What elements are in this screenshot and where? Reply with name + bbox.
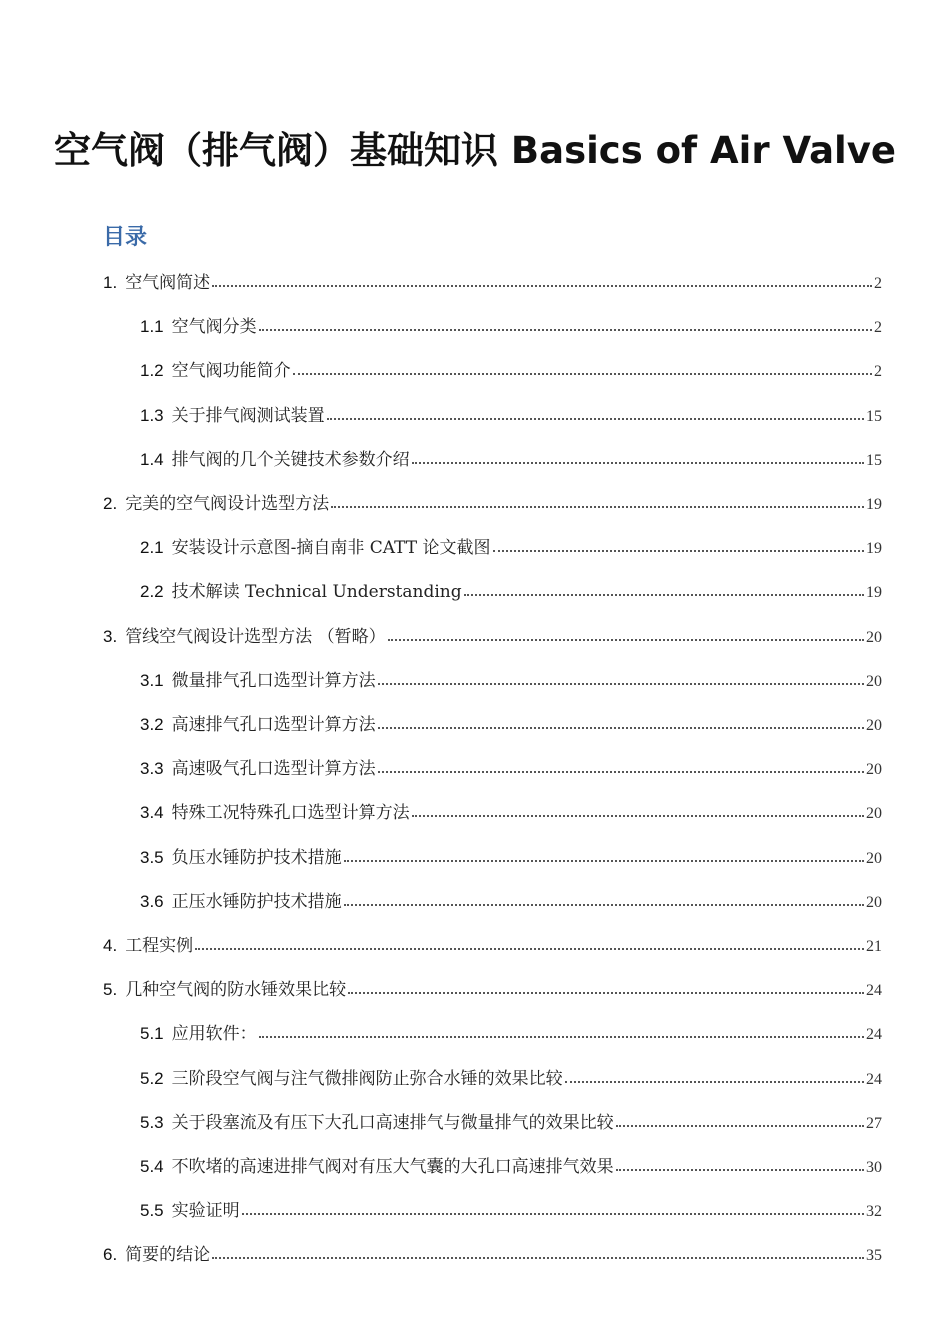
toc-entry-page: 20 (866, 893, 882, 911)
toc-entry-number: 3.6 (140, 891, 164, 911)
toc-entry-title: 关于排气阀测试装置 (171, 405, 325, 426)
toc-entry-title: 排气阀的几个关键技术参数介绍 (171, 449, 410, 470)
toc-entry-number: 3. (103, 626, 118, 646)
toc-entry-page: 2 (874, 319, 882, 337)
toc-leader-dots (331, 506, 864, 508)
toc-entry-number: 5.1 (140, 1024, 164, 1044)
toc-entry[interactable] (140, 800, 882, 826)
toc-leader-dots (616, 1125, 864, 1127)
toc-leader-dots (259, 1036, 864, 1038)
toc-entry-number: 5.3 (140, 1112, 164, 1132)
toc-entry-title: 应用软件： (171, 1024, 257, 1045)
document-title: 空气阀（排气阀）基础知识 Basics of Air Valve (54, 129, 896, 172)
toc-entry-page: 32 (866, 1203, 882, 1221)
toc-entry[interactable] (140, 1110, 882, 1136)
toc-entry-title: 关于段塞流及有压下大孔口高速排气与微量排气的效果比较 (171, 1112, 614, 1133)
toc-entry-page: 15 (866, 451, 882, 469)
toc-leader-dots (493, 550, 864, 552)
toc-entry-page: 20 (866, 761, 882, 779)
toc-entry[interactable] (140, 1021, 882, 1047)
toc-entry-title: 不吹堵的高速进排气阀对有压大气囊的大孔口高速排气效果 (171, 1157, 614, 1177)
toc-entry-page: 19 (866, 584, 882, 602)
toc-entry-page: 24 (866, 1070, 882, 1088)
toc-entry-title: 空气阀简述 (125, 273, 211, 293)
toc-entry-page: 30 (866, 1159, 882, 1176)
toc-entry[interactable] (140, 314, 882, 340)
toc-leader-dots (212, 285, 872, 287)
toc-entry-number: 3.2 (140, 715, 164, 734)
toc-entry[interactable] (103, 624, 882, 650)
toc-leader-dots (378, 727, 864, 729)
toc-entry-title: 工程实例 (125, 936, 194, 956)
toc-leader-dots (388, 639, 864, 641)
toc-entry[interactable] (140, 889, 882, 915)
toc-leader-dots (212, 1257, 864, 1259)
toc-entry[interactable] (140, 668, 882, 694)
toc-leader-dots (293, 373, 872, 375)
toc-entry-title: 三阶段空气阀与注气微排阀防止弥合水锤的效果比较 (171, 1068, 563, 1089)
toc-entry-title: 安装设计示意图-摘自南非 CATT 论文截图 (171, 538, 491, 559)
toc-entry-number: 1. (103, 273, 118, 292)
toc-entry-title: 空气阀功能简介 (171, 361, 291, 382)
toc-entry-number: 4. (103, 936, 118, 955)
toc-leader-dots (616, 1169, 864, 1171)
toc-leader-dots (378, 683, 864, 685)
toc-entry-number: 5.5 (140, 1201, 164, 1221)
toc-entry[interactable] (103, 491, 882, 517)
toc-entry-title: 高速吸气孔口选型计算方法 (171, 759, 376, 780)
toc-entry-number: 1.1 (140, 317, 164, 337)
toc-entry-page: 20 (866, 717, 882, 734)
toc-entry-title: 简要的结论 (125, 1245, 211, 1266)
toc-entry[interactable] (103, 1242, 882, 1268)
toc-entry-title: 技术解读 Technical Understanding (171, 582, 462, 603)
toc-entry[interactable] (140, 579, 882, 605)
toc-entry-number: 1.3 (140, 405, 164, 425)
toc-entry-number: 5.2 (140, 1068, 164, 1088)
toc-leader-dots (327, 418, 864, 420)
toc-entry[interactable] (103, 977, 882, 1003)
toc-entry-page: 21 (866, 938, 882, 955)
toc-entry-number: 2.1 (140, 538, 164, 558)
toc-entry-page: 15 (866, 407, 882, 425)
toc-entry-page: 24 (866, 982, 882, 1000)
toc-entry-number: 3.3 (140, 759, 164, 779)
toc-entry-page: 2 (874, 363, 882, 381)
toc-entry[interactable] (140, 1154, 882, 1180)
toc-leader-dots (242, 1213, 864, 1215)
toc-entry-page: 27 (866, 1114, 882, 1132)
toc-entry-title: 负压水锤防护技术措施 (171, 847, 342, 868)
toc-leader-dots (259, 329, 872, 331)
toc-entry-number: 5. (103, 980, 118, 1000)
toc-entry-number: 3.1 (140, 670, 164, 690)
toc-entry-title: 正压水锤防护技术措施 (171, 891, 342, 912)
toc-entry[interactable] (140, 403, 882, 429)
toc-entry-title: 空气阀分类 (171, 317, 257, 338)
toc-entry-number: 3.4 (140, 803, 164, 823)
toc-entry-title: 管线空气阀设计选型方法 （暂略） (125, 626, 386, 647)
toc-leader-dots (412, 815, 864, 817)
toc-leader-dots (378, 771, 864, 773)
toc-entry-page: 20 (866, 805, 882, 823)
toc-entry[interactable] (103, 933, 882, 959)
toc-entry-page: 24 (866, 1026, 882, 1044)
toc-entry[interactable] (140, 447, 882, 473)
toc-entry-number: 3.5 (140, 847, 164, 867)
toc-entry-number: 6. (103, 1245, 118, 1265)
toc-entry-page: 19 (866, 496, 882, 513)
toc-leader-dots (565, 1081, 864, 1083)
toc-entry[interactable] (140, 358, 882, 384)
toc-leader-dots (195, 948, 864, 950)
toc-entry-title: 完美的空气阀设计选型方法 (125, 494, 330, 514)
toc-leader-dots (348, 992, 864, 994)
toc-entry-title: 实验证明 (171, 1201, 240, 1222)
toc-entry[interactable] (140, 1066, 882, 1092)
toc-entry-page: 20 (866, 672, 882, 690)
toc-entry-number: 2.2 (140, 582, 164, 602)
toc-entry-number: 1.4 (140, 449, 164, 469)
toc-entry-page: 20 (866, 628, 882, 646)
toc-heading: 目录 (103, 225, 148, 250)
toc-entry[interactable] (140, 756, 882, 782)
toc-entry-number: 2. (103, 494, 118, 513)
toc-entry[interactable] (140, 535, 882, 561)
toc-leader-dots (344, 860, 864, 862)
toc-leader-dots (412, 462, 864, 464)
toc-entry-title: 微量排气孔口选型计算方法 (171, 670, 376, 691)
toc-leader-dots (464, 594, 864, 596)
toc-entry-number: 5.4 (140, 1157, 164, 1176)
toc-entry-title: 特殊工况特殊孔口选型计算方法 (171, 803, 410, 824)
toc-entry[interactable] (140, 712, 882, 738)
toc-entry-page: 2 (874, 275, 882, 292)
toc-entry-number: 1.2 (140, 361, 164, 381)
toc-entry-title: 高速排气孔口选型计算方法 (171, 715, 376, 735)
toc-entry-page: 35 (866, 1247, 882, 1265)
toc-entry-title: 几种空气阀的防水锤效果比较 (125, 980, 347, 1001)
toc-entry[interactable] (140, 845, 882, 871)
toc-entry-page: 20 (866, 849, 882, 867)
toc-leader-dots (344, 904, 864, 906)
toc-entry-page: 19 (866, 540, 882, 558)
toc-entry[interactable] (140, 1198, 882, 1224)
toc-entry[interactable] (103, 270, 882, 296)
